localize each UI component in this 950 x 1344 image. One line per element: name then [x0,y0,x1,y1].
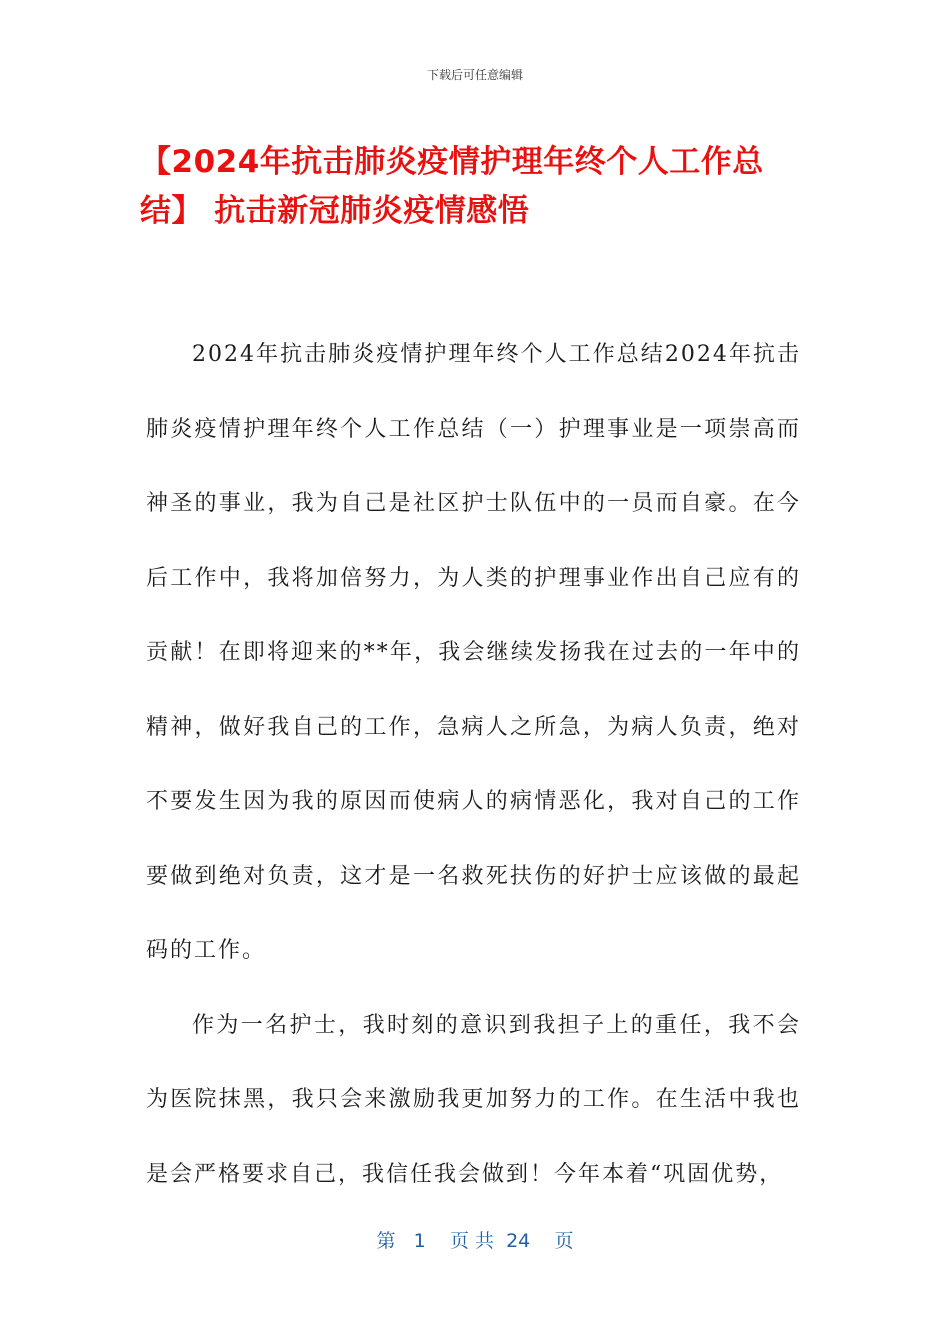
footer-suffix: 页 [554,1230,574,1252]
current-page-number: 1 [413,1230,426,1252]
header-note: 下载后可任意编辑 [426,68,523,82]
footer-middle: 页 共 [449,1230,494,1252]
footer-prefix: 第 [376,1230,396,1252]
document-title: 【2024年抗击肺炎疫情护理年终个人工作总结】 抗击新冠肺炎疫情感悟 [140,144,764,229]
document-body [146,318,801,1212]
paragraph-2: 作为一名护士，我时刻的意识到我担子上的重任，我不会为医院抹黑，我只会来激励我更加努力的工作。在生活中我也是会严格要求自己，我信任我会做到！今年本着“巩固优势， [146,1012,801,1187]
paragraph-1: 2024年抗击肺炎疫情护理年终个人工作总结2024年抗击肺炎疫情护理年终个人工作总结（一）护理事业是一项崇高而神圣的事业，我为自己是社区护士队伍中的一员而自豪。在今后工作中，我将加倍努力，为人类的护理事业作出自己应有的贡献！在即将迎来的**年，我会继续发扬我在过去的一年中的精神，做好我自己的工作，急病人之所急，为病人负责，绝对不要发生因为我的原因而使病人的病情恶化，我对自己的工作要做到绝对负责，这才是一名救死扶伤的好护士应该做的最起码的工作。 [146,342,801,963]
page-number-footer [0,1226,950,1253]
total-page-count: 24 [506,1230,531,1252]
